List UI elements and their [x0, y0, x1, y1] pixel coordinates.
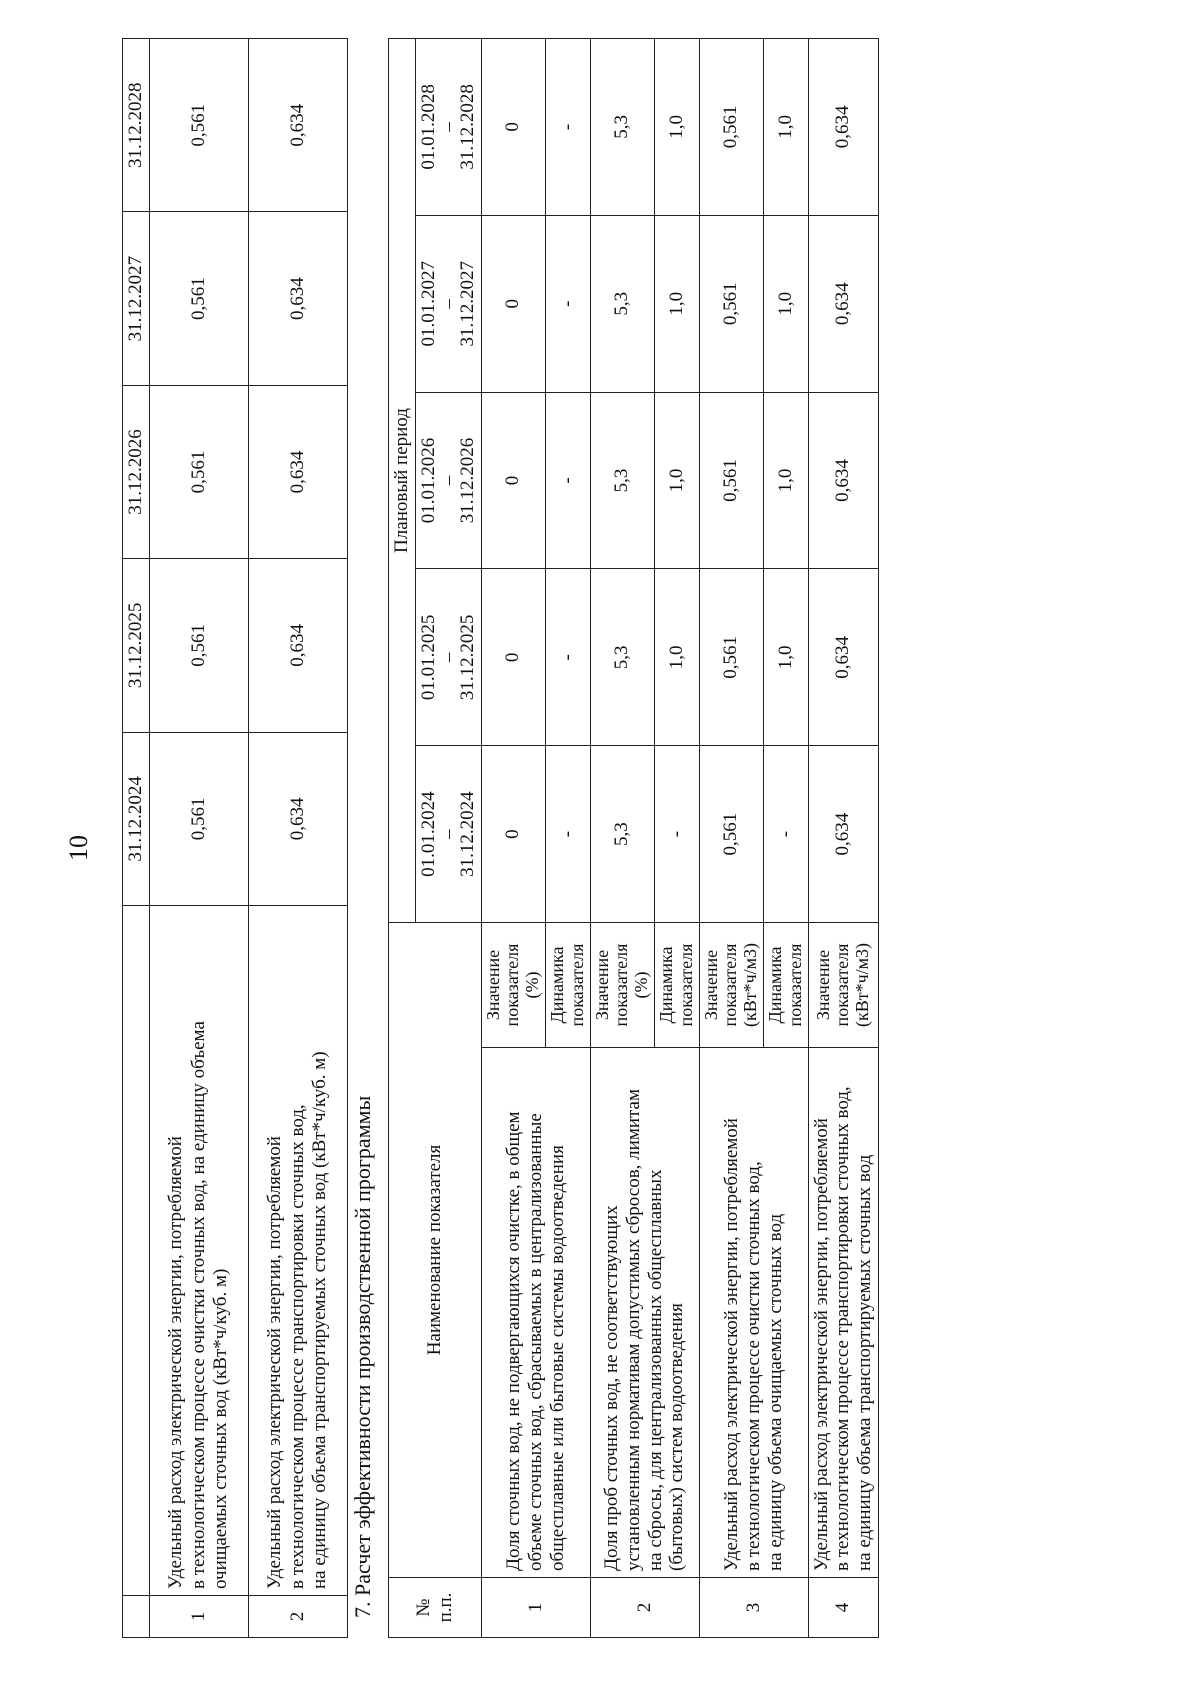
- cell-value: 0: [481, 569, 545, 746]
- cell-value: 0,634: [808, 39, 879, 216]
- cell-value: 1,0: [763, 569, 808, 746]
- row-name: Доля сточных вод, не подвергающихся очистке, в общем объеме сточных вод, сбрасываемых в централизованные общесплавные или бытовые системы водоотведения: [481, 1048, 590, 1578]
- cell-value: -: [546, 39, 591, 216]
- subrow-label: Значение показателя (кВт*ч/м3): [699, 923, 763, 1048]
- efficiency-table: [388, 38, 879, 1638]
- cell-value: 0,561: [699, 746, 763, 923]
- cell-value: -: [546, 392, 591, 569]
- row-name: Удельный расход электрической энергии, потребляемой в технологическом процессе очистки сточных вод, на единицу объема очищаемых сточных вод (кВт*ч/куб. м): [150, 906, 249, 1596]
- cell-value: 0,634: [808, 746, 879, 923]
- table-row: [150, 39, 249, 1638]
- subrow-label: Значение показателя (кВт*ч/м3): [808, 923, 879, 1048]
- table-row: [249, 39, 348, 1638]
- cell-value: 1,0: [655, 392, 700, 569]
- cell-value: 1,0: [655, 39, 700, 216]
- period-header: 01.01.2028 – 31.12.2028: [415, 39, 481, 216]
- table-row: [808, 39, 879, 1638]
- date-header: 31.12.2027: [123, 212, 150, 385]
- cell-value: 0,561: [150, 385, 249, 558]
- subrow-label: Значение показателя (%): [481, 923, 545, 1048]
- cell-value: 1,0: [655, 215, 700, 392]
- cell-value: -: [763, 746, 808, 923]
- cell-value: 0,561: [150, 212, 249, 385]
- cell-value: -: [546, 746, 591, 923]
- name-header: Наименование показателя: [389, 923, 482, 1578]
- subrow-label: Динамика показателя: [655, 923, 700, 1048]
- cell-value: 5,3: [590, 746, 654, 923]
- row-number: 1: [150, 1596, 249, 1638]
- cell-value: 0,634: [249, 39, 348, 212]
- cell-value: 0,561: [699, 39, 763, 216]
- row-number: 2: [590, 1578, 699, 1638]
- page-number: 10: [64, 835, 93, 861]
- cell-value: 0,561: [699, 215, 763, 392]
- row-number: 4: [808, 1578, 879, 1638]
- cell-value: 0,561: [699, 569, 763, 746]
- table-row: [699, 39, 763, 1638]
- cell-value: 0,561: [699, 392, 763, 569]
- cell-value: 0: [481, 215, 545, 392]
- cell-value: 0: [481, 746, 545, 923]
- cell-value: -: [655, 746, 700, 923]
- num-header: № п.п.: [389, 1578, 482, 1638]
- row-number: 3: [699, 1578, 808, 1638]
- cell-value: 0,634: [808, 392, 879, 569]
- date-header: 31.12.2024: [123, 732, 150, 905]
- cell-value: 0,634: [249, 385, 348, 558]
- date-header: 31.12.2026: [123, 385, 150, 558]
- cell-value: 0: [481, 392, 545, 569]
- cell-value: 0,634: [249, 732, 348, 905]
- period-header: 01.01.2025 – 31.12.2025: [415, 569, 481, 746]
- energy-table: [122, 38, 348, 1638]
- cell-value: -: [546, 569, 591, 746]
- cell-value: 1,0: [763, 39, 808, 216]
- subrow-label: Динамика показателя: [546, 923, 591, 1048]
- date-header: 31.12.2028: [123, 39, 150, 212]
- cell-value: 1,0: [655, 569, 700, 746]
- row-name: Доля проб сточных вод, не соответствующих установленным нормативам допустимых сбросов, лимитам на сбросы, для централизованных общесплавных (бытовых) систем водоотведения: [590, 1048, 699, 1578]
- subrow-label: Динамика показателя: [763, 923, 808, 1048]
- cell-value: 0,561: [150, 732, 249, 905]
- cell-value: 5,3: [590, 215, 654, 392]
- row-name: Удельный расход электрической энергии, потребляемой в технологическом процессе транспортировки сточных вод, на единицу объема транспортируемых сточных вод: [808, 1048, 879, 1578]
- cell-value: 5,3: [590, 569, 654, 746]
- cell-value: 0,634: [808, 569, 879, 746]
- cell-value: 1,0: [763, 215, 808, 392]
- row-number: 2: [249, 1596, 348, 1638]
- cell-value: -: [546, 215, 591, 392]
- table-row: [481, 39, 545, 1638]
- table-header-row: [123, 39, 150, 1638]
- rotated-page: [50, 48, 1150, 1648]
- period-header: 01.01.2024 – 31.12.2024: [415, 746, 481, 923]
- cell-value: 5,3: [590, 39, 654, 216]
- cell-value: 0,634: [249, 212, 348, 385]
- cell-value: 1,0: [763, 392, 808, 569]
- planned-period-header: Плановый период: [389, 39, 416, 923]
- table-header-row: [389, 39, 416, 1638]
- cell-value: 0,561: [150, 39, 249, 212]
- row-name: Удельный расход электрической энергии, потребляемой в технологическом процессе очистки сточных вод, на единицу объема очищаемых сточных вод: [699, 1048, 808, 1578]
- period-header: 01.01.2027 – 31.12.2027: [415, 215, 481, 392]
- row-name: Удельный расход электрической энергии, потребляемой в технологическом процессе транспортировки сточных вод, на единицу объема транспортируемых сточных вод (кВт*ч/куб. м): [249, 906, 348, 1596]
- cell-value: 0: [481, 39, 545, 216]
- period-header: 01.01.2026 – 31.12.2026: [415, 392, 481, 569]
- section-title: 7. Расчет эффективности производственной программы: [350, 1095, 375, 1618]
- date-header: 31.12.2025: [123, 559, 150, 732]
- cell-value: 0,561: [150, 559, 249, 732]
- cell-value: 5,3: [590, 392, 654, 569]
- row-number: 1: [481, 1578, 590, 1638]
- subrow-label: Значение показателя (%): [590, 923, 654, 1048]
- cell-value: 0,634: [249, 559, 348, 732]
- cell-value: 0,634: [808, 215, 879, 392]
- table-row: [590, 39, 654, 1638]
